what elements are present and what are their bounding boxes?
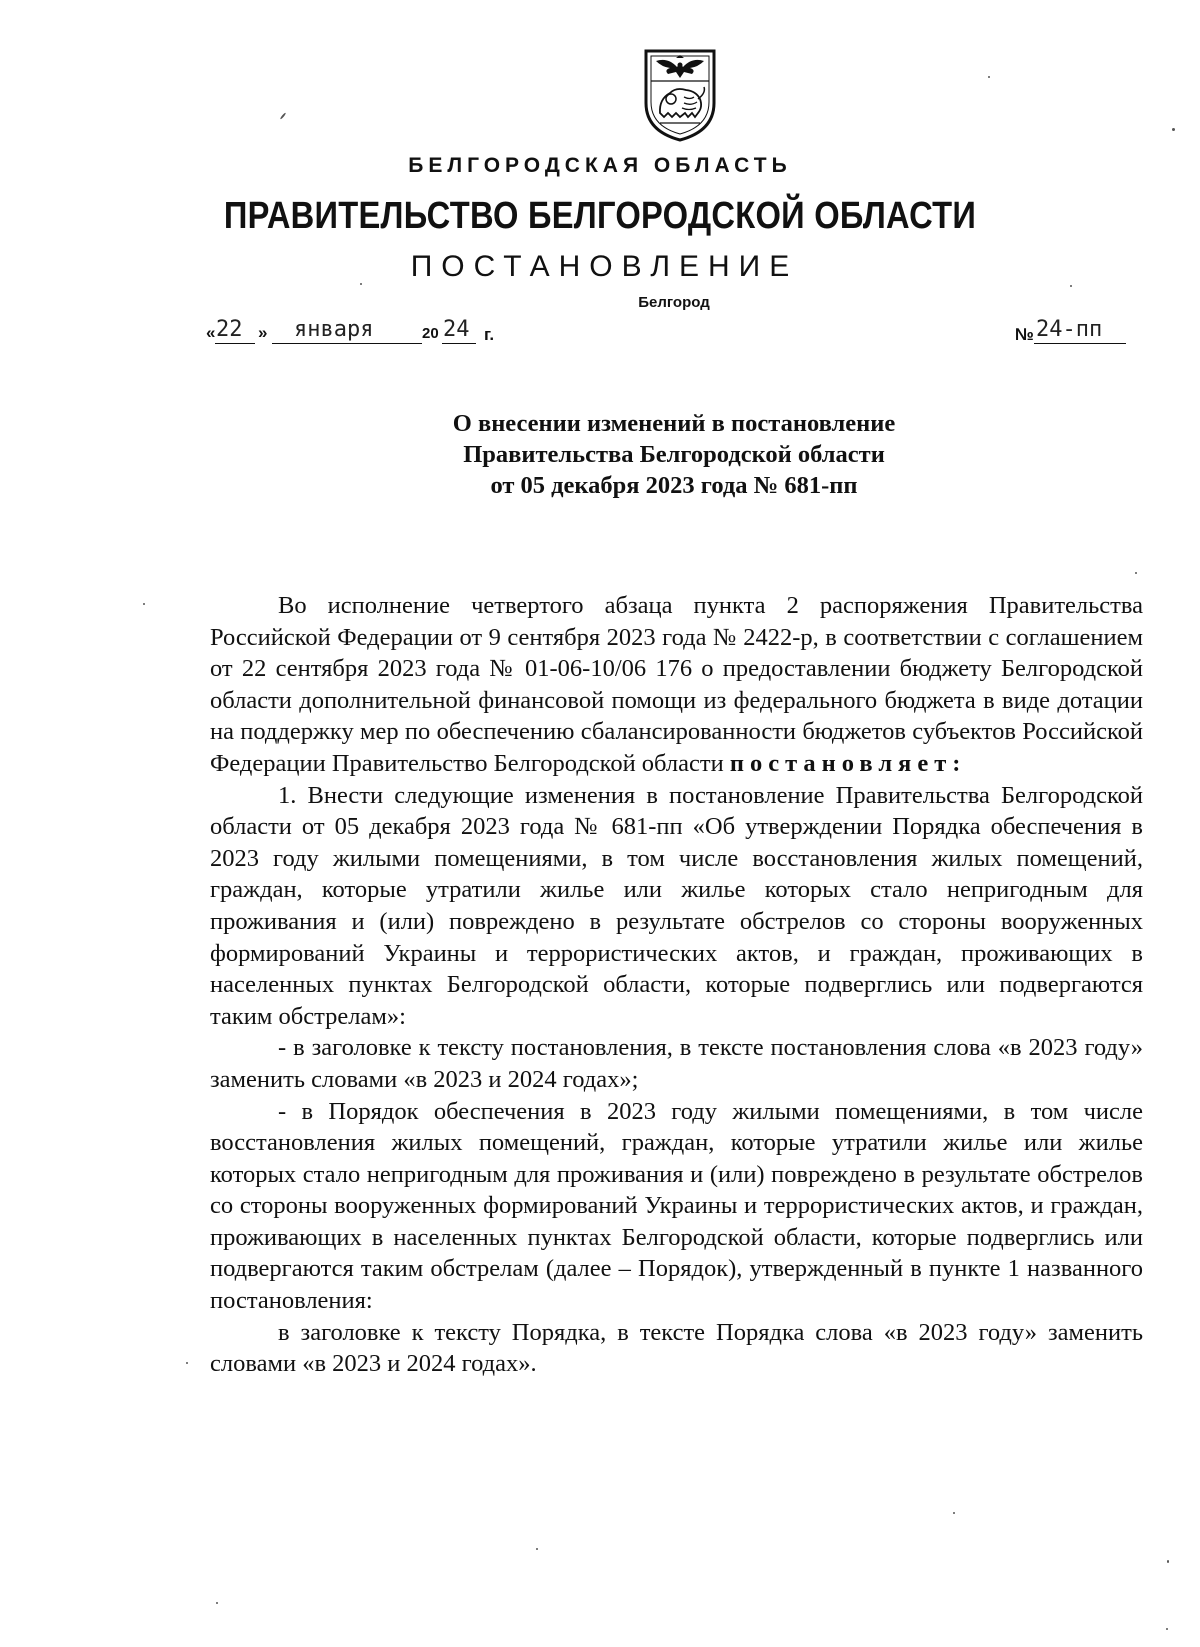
number-sign: № [1015,325,1034,344]
date-open-quote: « [206,323,216,342]
scan-speck [1070,285,1072,287]
date-close-quote: » [258,323,268,342]
date-day: 22 [216,317,243,342]
date-century: 20 [422,325,439,342]
resolves-word: постановляет: [729,749,967,777]
scan-speck [216,1602,218,1604]
date-year-underline [442,343,476,344]
city-name: Белгород [638,294,710,311]
preamble-paragraph [210,590,1143,780]
region-name: БЕЛГОРОДСКАЯ ОБЛАСТЬ [408,154,792,177]
date-month-underline [272,343,422,344]
document-type: ПОСТАНОВЛЕНИЕ [410,250,799,283]
scan-speck [1172,128,1175,131]
document-number-underline [1034,343,1126,344]
date-line [206,317,1126,349]
scan-speck [953,1512,955,1514]
scan-speck [1135,572,1137,574]
scan-speck [988,76,990,78]
clause-1-paragraph: 1. Внести следующие изменения в постановление Правительства Белгородской области от 05 декабря 2023 года № 681-пп «Об утверждении Порядка обеспечения в 2023 году жилыми помещениями, в том числе восстановления жилых помещений, граждан, которые утратили жилье или жилье которых стало непригодным для проживания и (или) повреждено в результате обстрелов со стороны вооруженных формирований Украины и террористических актов, и граждан, проживающих в населенных пунктах Белгородской области, которые подверглись или подвергаются таким обстрелам»: [210,781,1143,1030]
scan-speck [143,603,145,605]
document-body [210,590,1143,1380]
scan-speck [280,112,287,119]
title-line-2: Правительства Белгородской области [463,441,885,468]
amendment-2-paragraph: - в Порядок обеспечения в 2023 году жилыми помещениями, в том числе восстановления жилых помещений, граждан, которые утратили жилье или жилье которых стало непригодным для проживания и (или) повреждено в результате обстрелов со стороны вооруженных формирований Украины и террористических актов, и граждан, проживающих в населенных пунктах Белгородской области, которые подверглись или подвергаются таким обстрелам (далее – Порядок), утвержденный в пункте 1 названного постановления: [210,1097,1143,1315]
title-line-3: от 05 декабря 2023 года № 681-пп [490,472,858,499]
amendment-1-paragraph: - в заголовке к тексту постановления, в тексте постановления слова «в 2023 году» заменить словами «в 2023 и 2024 годах»; [210,1034,1143,1093]
government-name: ПРАВИТЕЛЬСТВО БЕЛГОРОДСКОЙ ОБЛАСТИ [223,195,977,237]
scan-speck [186,1362,188,1364]
scan-speck [360,283,362,285]
amendment-2-detail-paragraph: в заголовке к тексту Порядка, в тексте Порядка слова «в 2023 году» заменить словами «в 2023 и 2024 годах». [210,1318,1143,1378]
preamble-text: Во исполнение четвертого абзаца пункта 2 распоряжения Правительства Российской Федерации от 9 сентября 2023 года № 2422-р, в соответствии с соглашением от 22 сентября 2023 года № 01-06-10/06 176 о предоставлении бюджету Белгородской области дополнительной финансовой помощи из федерального бюджета в виде дотации на поддержку мер по обеспечению сбалансированности бюджетов субъектов Российской Федерации Правительство Белгородской области [210,592,1143,777]
document-number: 24-пп [1036,317,1103,342]
date-day-underline [215,343,255,344]
coat-of-arms-icon [640,47,720,143]
date-year-suffix: г. [484,325,495,344]
date-month: января [294,317,374,342]
date-year: 24 [443,317,470,342]
title-line-1: О внесении изменений в постановление [452,410,896,437]
scan-speck [536,1548,538,1550]
document-title [0,408,1200,501]
scan-speck [1167,1560,1169,1563]
scan-speck [1166,1628,1168,1630]
